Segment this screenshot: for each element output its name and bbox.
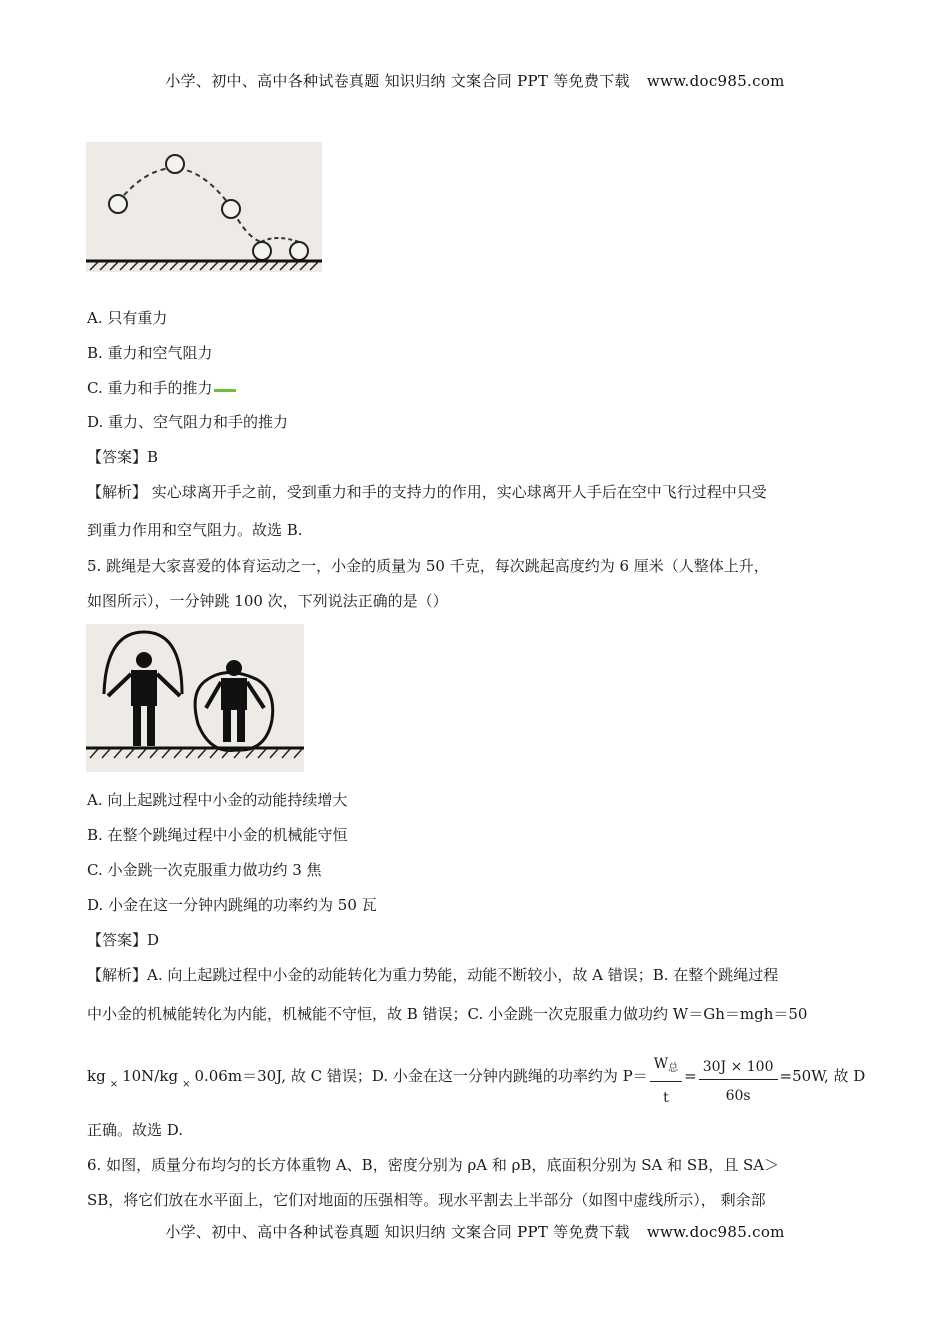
q5-option-d: D. 小金在这一分钟内跳绳的功率约为 50 瓦	[87, 896, 377, 914]
q5-analysis-2: 中小金的机械能转化为内能，机械能不守恒，故 B 错误；C. 小金跳一次克服重力做功约 W＝Gh＝mgh＝50	[87, 1005, 808, 1023]
fraction-power-numerator: $W_总$	[650, 1054, 682, 1082]
green-mark	[214, 389, 236, 392]
formula-tail: =50W, 故 D	[779, 1067, 866, 1085]
formula-equals: =	[684, 1067, 697, 1085]
fraction-values	[699, 1057, 778, 1106]
ball-trajectory-figure	[86, 142, 322, 272]
fraction-power-denominator: t	[663, 1090, 669, 1106]
page-footer	[0, 1221, 950, 1242]
footer-text: 小学、初中、高中各种试卷真题 知识归纳 文案合同 PPT 等免费下载	[165, 1223, 630, 1241]
q6-stem-2: SB，将它们放在水平面上，它们对地面的压强相等。现水平割去上半部分（如图中虚线所示）， 剩余部	[87, 1191, 766, 1209]
q6-stem-1: 6. 如图，质量分布均匀的长方体重物 A、B，密度分别为 ρA 和 ρB，底面积分别为 SA 和 SB，且 SA＞	[87, 1156, 780, 1174]
q4-analysis-1: 【解析】 实心球离开手之前，受到重力和手的支持力的作用，实心球离开人手后在空中飞行过程中只受	[87, 483, 767, 501]
page-header	[0, 70, 950, 91]
q4-option-a: A. 只有重力	[87, 309, 168, 327]
q5-option-a: A. 向上起跳过程中小金的动能持续增大	[87, 791, 348, 809]
fraction-values-denominator: 60s	[725, 1087, 751, 1104]
formula-g: 10N/kg	[122, 1067, 179, 1085]
q5-stem-2: 如图所示），一分钟跳 100 次，下列说法正确的是（）	[87, 592, 448, 610]
q5-analysis-1: 【解析】A. 向上起跳过程中小金的动能转化为重力势能，动能不断较小，故 A 错误；B. 在整个跳绳过程	[87, 966, 779, 984]
formula-times-1: ×	[109, 1079, 119, 1090]
formula-kg: kg	[87, 1067, 106, 1085]
q5-formula-line	[87, 1050, 865, 1104]
q4-answer: 【答案】B	[87, 448, 159, 466]
jump-rope-figure	[86, 624, 304, 772]
q4-option-d: D. 重力、空气阻力和手的推力	[87, 413, 289, 431]
q5-stem-1: 5. 跳绳是大家喜爱的体育运动之一，小金的质量为 50 千克，每次跳起高度约为 6 厘米（人整体上升，	[87, 557, 769, 575]
q5-option-c: C. 小金跳一次克服重力做功约 3 焦	[87, 861, 322, 879]
q5-option-b: B. 在整个跳绳过程中小金的机械能守恒	[87, 826, 348, 844]
q4-option-b: B. 重力和空气阻力	[87, 344, 213, 362]
q4-option-c-text: C. 重力和手的推力	[87, 379, 213, 397]
formula-times-2: ×	[182, 1079, 191, 1090]
footer-url: www.doc985.com	[646, 1223, 785, 1241]
q4-analysis-2: 到重力作用和空气阻力。故选 B.	[87, 521, 303, 539]
header-text: 小学、初中、高中各种试卷真题 知识归纳 文案合同 PPT 等免费下载	[165, 72, 630, 90]
q4-option-c	[87, 378, 236, 398]
q5-analysis-end: 正确。故选 D.	[87, 1121, 184, 1139]
fraction-power	[650, 1054, 682, 1108]
header-url: www.doc985.com	[646, 72, 785, 90]
q5-answer: 【答案】D	[87, 931, 160, 949]
formula-rest: 0.06m＝30J, 故 C 错误；D. 小金在这一分钟内跳绳的功率约为 P＝	[194, 1067, 648, 1085]
fraction-values-numerator: 30J × 100	[699, 1057, 778, 1080]
